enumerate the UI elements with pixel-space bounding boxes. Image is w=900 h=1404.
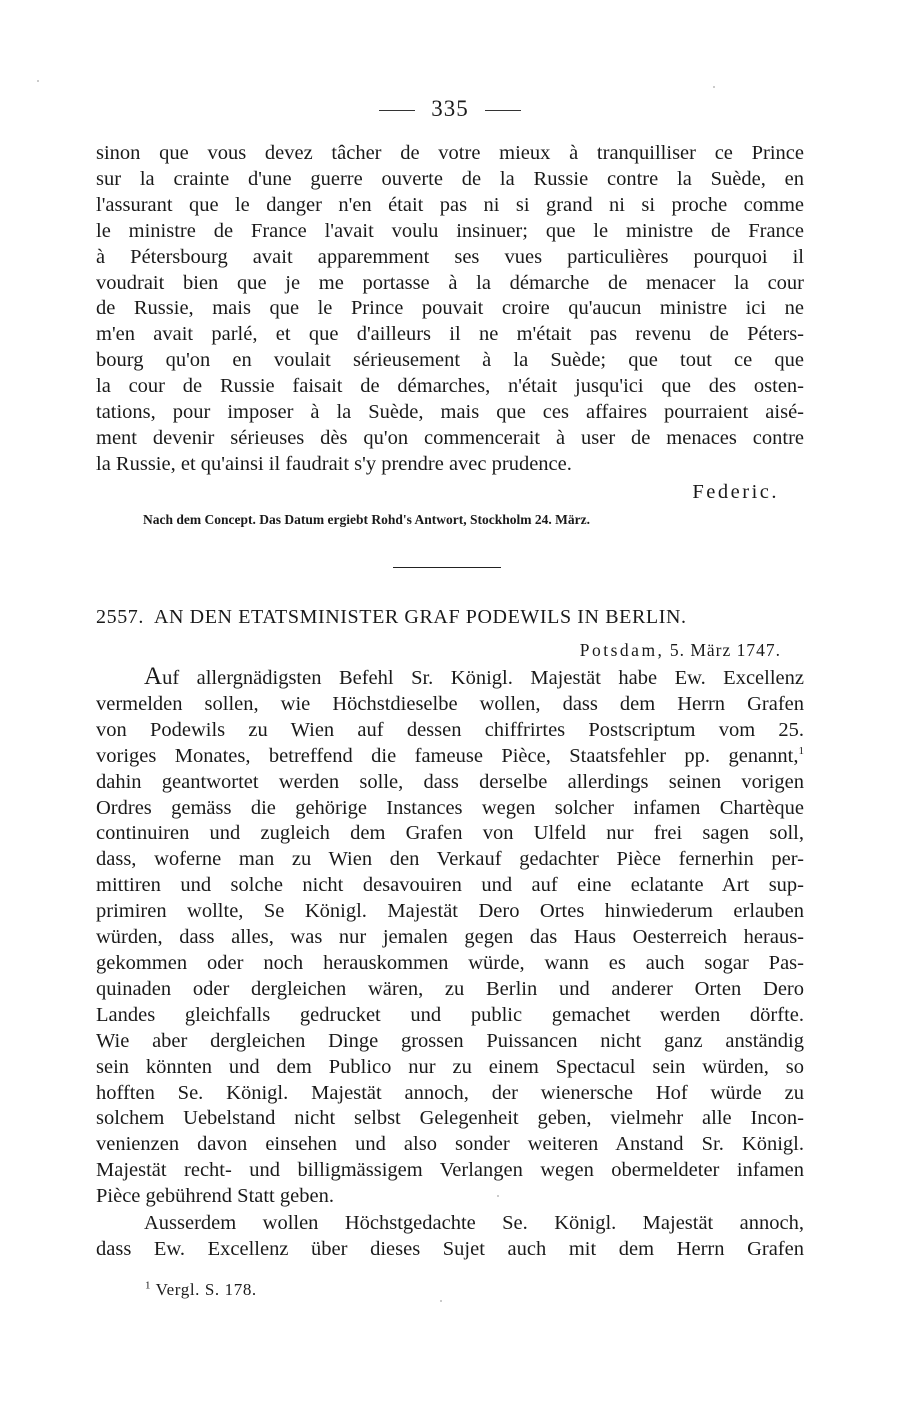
scan-speck [440, 1300, 442, 1302]
text-line: quinaden oder dergleichen wären, zu Berlin und anderer Orten Dero [96, 977, 804, 1000]
text-line: m'en avait parlé, et que d'ailleurs il ne m'était pas revenu de Péters- [96, 323, 804, 346]
text-line: sinon que vous devez tâcher de votre mieux à tranquilliser ce Prince [96, 142, 804, 164]
text-line: Ordres gemäss die gehörige Instances wegen solcher infamen Chartèque [96, 796, 804, 819]
footnote-reference: 1 [798, 744, 804, 757]
text-line: würden, dass alles, was nur jemalen gegen das Haus Oesterreich heraus- [96, 926, 804, 949]
source-note: Nach dem Concept. Das Datum ergiebt Rohd's Antwort, Stockholm 24. März. [143, 512, 590, 527]
footnote [145, 1280, 257, 1300]
scan-speck [713, 86, 715, 88]
text-line: sein könnten und dem Publico nur zu einem Spectacul sein würden, so [96, 1055, 804, 1078]
text-line: Wie aber dergleichen Dinge grossen Puissancen nicht ganz anständig [96, 1029, 804, 1052]
page-number: 335 [431, 96, 469, 121]
text-line: gekommen oder noch herauskommen würde, wann es auch sogar Pas- [96, 951, 804, 974]
footnote-text: Vergl. S. 178. [155, 1280, 257, 1299]
paragraph-continuation [96, 1211, 804, 1263]
text-line: voriges Monates, betreffend die fameuse Pièce, Staatsfehler pp. genannt,$^1$ [96, 744, 804, 767]
text-line: sur la crainte d'une guerre ouverte de la Russie contre la Suède, en [96, 167, 804, 190]
text-line: de Russie, mais que le Prince pouvait croire qu'aucun ministre ici ne [96, 297, 804, 320]
text-line: solchem Uebelstand nicht selbst Gelegenheit geben, vielmehr alle Incon- [96, 1107, 804, 1130]
text-line: le ministre de France l'avait voulu insinuer; que le ministre de France [96, 219, 804, 242]
text-line: la Russie, et qu'ainsi il faudrait s'y prendre avec prudence. [96, 452, 572, 475]
text-line: mittiren und solche nicht desavouiren und auf eine eclatante Art sup- [96, 874, 804, 897]
text-line: Majestät recht- und billigmässigem Verlangen wegen obermeldeter infamen [96, 1159, 804, 1182]
signature: Federic. [692, 481, 779, 503]
scan-speck [37, 80, 39, 82]
document-heading [96, 606, 804, 629]
text-line: dass, woferne man zu Wien den Verkauf gedachter Pièce fernerhin per- [96, 848, 804, 871]
text-line: à Pétersbourg avait apparemment ses vues particulières pourquoi il [96, 245, 804, 268]
document-title: AN DEN ETATSMINISTER GRAF PODEWILS IN BERLIN. [154, 606, 687, 628]
footnote-mark: 1 [145, 1279, 152, 1292]
header-rule-right [485, 110, 521, 111]
scan-speck [497, 1195, 499, 1197]
text-line: Ausserdem wollen Höchstgedachte Se. Königl. Majestät annoch, [144, 1212, 804, 1234]
text-line: Landes gleichfalls gedrucket und public gemachet werden dörfte. [96, 1003, 804, 1026]
text-line: Pièce gebührend Statt geben. [96, 1185, 334, 1208]
paragraph-german-letter [96, 664, 804, 1210]
text-line: dahin geantwortet werden solle, dass derselbe allerdings seinen vorigen [96, 770, 804, 793]
section-divider [393, 567, 501, 568]
text-line: vermelden sollen, wie Höchstdieselbe wollen, dass dem Herrn Grafen [96, 692, 804, 715]
text-line: Auf allergnädigsten Befehl Sr. Königl. Majestät habe Ew. Excellenz [144, 663, 804, 690]
text-line: von Podewils zu Wien auf dessen chiffrirtes Postscriptum vom 25. [96, 718, 804, 741]
dateline-date: 5. März 1747. [669, 640, 781, 660]
text-line: bourg qu'on en voulait sérieusement à la Suède; que tout ce que [96, 349, 804, 372]
paragraph-french-letter [96, 141, 804, 478]
header-rule-left [379, 110, 415, 111]
dateline [580, 640, 781, 661]
text-line: la cour de Russie faisait de démarches, n'était jusqu'ici que des osten- [96, 375, 804, 398]
text-line: voudrait bien que je me portasse à la démarche de menacer la cour [96, 271, 804, 294]
text-line: l'assurant que le danger n'en était pas ni si grand ni si proche comme [96, 193, 804, 216]
dateline-place: Potsdam, [579, 640, 665, 660]
initial-letter: A [144, 663, 163, 690]
document-number: 2557. [96, 606, 144, 628]
page-header [0, 96, 900, 122]
text-line: hofften Se. Königl. Majestät annoch, der wienersche Hof würde zu [96, 1081, 804, 1104]
text-line: continuiren und zugleich dem Grafen von Ulfeld nur frei sagen soll, [96, 822, 804, 845]
text-line: tations, pour imposer à la Suède, mais que ces affaires pourraient aisé- [96, 401, 804, 424]
text-line: primiren wollte, Se Königl. Majestät Dero Ortes hinwiederum erlauben [96, 900, 804, 923]
text-line: venienzen davon einsehen und also sonder weiteren Anstand Sr. Königl. [96, 1133, 804, 1156]
text-line: ment devenir sérieuses dès qu'on commencerait à user de menaces contre [96, 426, 804, 449]
text-line: dass Ew. Excellenz über dieses Sujet auch mit dem Herrn Grafen [96, 1237, 804, 1260]
